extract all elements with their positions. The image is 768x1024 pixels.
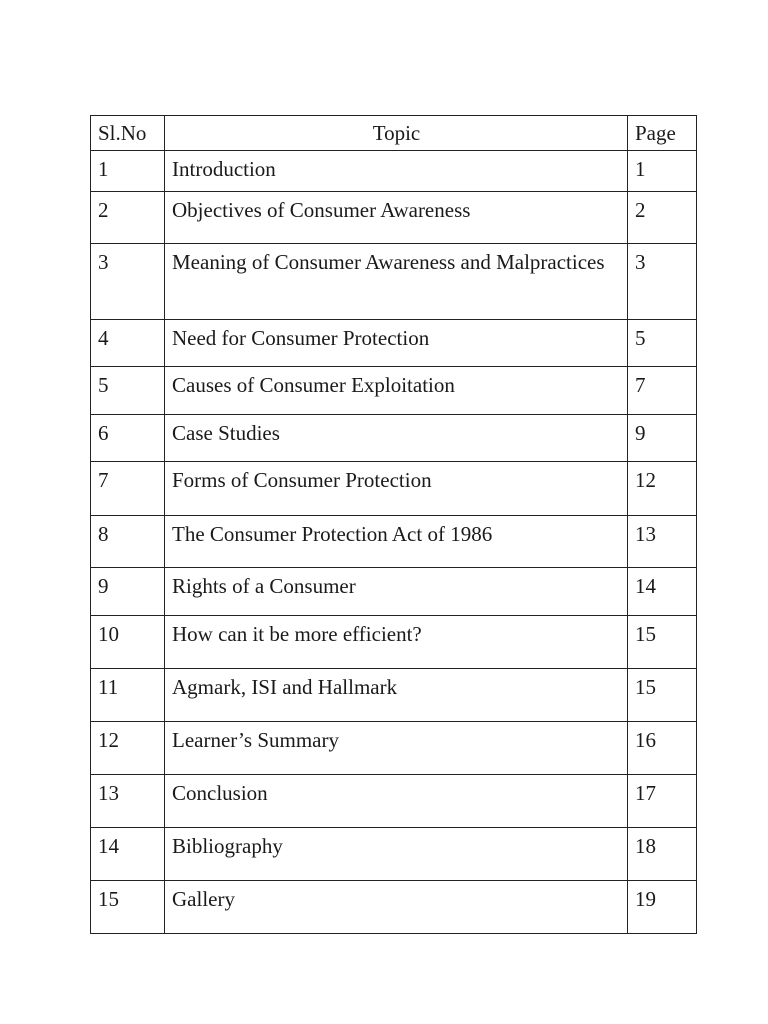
page-number-cell: 14 bbox=[628, 568, 697, 616]
table-row bbox=[91, 616, 697, 669]
table-row bbox=[91, 516, 697, 568]
topic-cell: The Consumer Protection Act of 1986 bbox=[165, 516, 628, 568]
page-number-cell: 16 bbox=[628, 722, 697, 775]
header-sl-no: Sl.No bbox=[91, 116, 165, 151]
topic-cell: Introduction bbox=[165, 151, 628, 192]
topic-cell: Causes of Consumer Exploitation bbox=[165, 367, 628, 415]
table-row bbox=[91, 775, 697, 828]
sl-no-cell: 14 bbox=[91, 828, 165, 881]
table-row bbox=[91, 828, 697, 881]
sl-no-cell: 6 bbox=[91, 415, 165, 462]
topic-cell: Objectives of Consumer Awareness bbox=[165, 192, 628, 244]
page-number-cell: 5 bbox=[628, 320, 697, 367]
topic-cell: Rights of a Consumer bbox=[165, 568, 628, 616]
sl-no-cell: 10 bbox=[91, 616, 165, 669]
sl-no-cell: 3 bbox=[91, 244, 165, 320]
page-number-cell: 15 bbox=[628, 616, 697, 669]
page-number-cell: 17 bbox=[628, 775, 697, 828]
header-page: Page bbox=[628, 116, 697, 151]
sl-no-cell: 11 bbox=[91, 669, 165, 722]
table-of-contents bbox=[90, 115, 697, 934]
table-row bbox=[91, 192, 697, 244]
table-row bbox=[91, 881, 697, 934]
table-row bbox=[91, 415, 697, 462]
topic-cell: Forms of Consumer Protection bbox=[165, 462, 628, 516]
topic-cell: Gallery bbox=[165, 881, 628, 934]
table-row bbox=[91, 320, 697, 367]
page-number-cell: 12 bbox=[628, 462, 697, 516]
sl-no-cell: 9 bbox=[91, 568, 165, 616]
sl-no-cell: 15 bbox=[91, 881, 165, 934]
header-topic: Topic bbox=[165, 116, 628, 151]
topic-cell: How can it be more efficient? bbox=[165, 616, 628, 669]
topic-cell: Learner’s Summary bbox=[165, 722, 628, 775]
sl-no-cell: 4 bbox=[91, 320, 165, 367]
sl-no-cell: 5 bbox=[91, 367, 165, 415]
sl-no-cell: 7 bbox=[91, 462, 165, 516]
page-number-cell: 15 bbox=[628, 669, 697, 722]
page-number-cell: 3 bbox=[628, 244, 697, 320]
page-number-cell: 7 bbox=[628, 367, 697, 415]
page-number-cell: 19 bbox=[628, 881, 697, 934]
page-number-cell: 13 bbox=[628, 516, 697, 568]
topic-cell: Case Studies bbox=[165, 415, 628, 462]
page-number-cell: 2 bbox=[628, 192, 697, 244]
table-row bbox=[91, 669, 697, 722]
table-row bbox=[91, 151, 697, 192]
table-row bbox=[91, 244, 697, 320]
topic-cell: Bibliography bbox=[165, 828, 628, 881]
page-number-cell: 18 bbox=[628, 828, 697, 881]
page-number-cell: 1 bbox=[628, 151, 697, 192]
table-row bbox=[91, 568, 697, 616]
table-row bbox=[91, 367, 697, 415]
topic-cell: Need for Consumer Protection bbox=[165, 320, 628, 367]
topic-cell: Meaning of Consumer Awareness and Malpractices bbox=[165, 244, 628, 320]
page-number-cell: 9 bbox=[628, 415, 697, 462]
header-row bbox=[91, 116, 697, 151]
sl-no-cell: 13 bbox=[91, 775, 165, 828]
table-row bbox=[91, 722, 697, 775]
sl-no-cell: 1 bbox=[91, 151, 165, 192]
topic-cell: Agmark, ISI and Hallmark bbox=[165, 669, 628, 722]
table-row bbox=[91, 462, 697, 516]
sl-no-cell: 2 bbox=[91, 192, 165, 244]
table-body bbox=[91, 151, 697, 934]
sl-no-cell: 12 bbox=[91, 722, 165, 775]
topic-cell: Conclusion bbox=[165, 775, 628, 828]
sl-no-cell: 8 bbox=[91, 516, 165, 568]
